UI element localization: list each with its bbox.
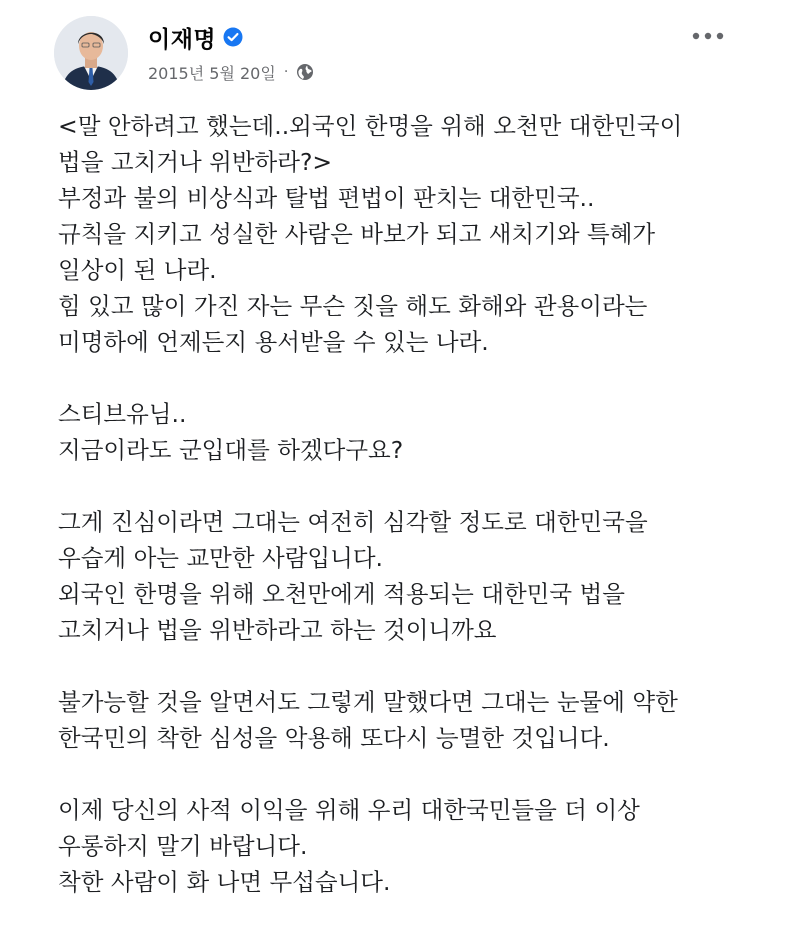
more-horizontal-icon [691, 32, 725, 40]
avatar[interactable] [54, 16, 128, 90]
text-line: 일상이 된 나라. [58, 256, 217, 284]
text-line: 고치거나 법을 위반하라고 하는 것이니까요 [58, 616, 497, 644]
paragraph [58, 396, 758, 468]
paragraph [58, 504, 758, 648]
meta-separator: · [283, 64, 289, 80]
post-header [54, 16, 744, 92]
globe-icon[interactable] [296, 63, 314, 81]
text-line: 그게 진심이라면 그대는 여전히 심각할 정도로 대한민국을 [58, 508, 648, 536]
text-line: 부정과 불의 비상식과 탈법 편법이 판치는 대한민국.. [58, 184, 595, 212]
text-line: 우습게 아는 교만한 사람입니다. [58, 544, 383, 572]
text-line: 미명하에 언제든지 용서받을 수 있는 나라. [58, 328, 489, 356]
paragraph [58, 684, 758, 756]
text-line: 불가능할 것을 알면서도 그렇게 말했다면 그대는 눈물에 약한 [58, 688, 678, 716]
text-line: 스티브유님.. [58, 400, 187, 428]
text-line: 법을 고치거나 위반하라?> [58, 148, 333, 176]
more-options-button[interactable] [688, 22, 728, 50]
text-line: 착한 사람이 화 나면 무섭습니다. [58, 868, 391, 896]
text-line: 지금이라도 군입대를 하겠다구요? [58, 436, 404, 464]
paragraph [58, 792, 758, 900]
author-row [148, 22, 243, 52]
verified-badge-icon [223, 27, 243, 47]
post-date[interactable]: 2015년 5월 20일 [148, 63, 276, 83]
text-line: 힘 있고 많이 가진 자는 무슨 짓을 해도 화해와 관용이라는 [58, 292, 648, 320]
text-line: 외국인 한명을 위해 오천만에게 적용되는 대한민국 법을 [58, 580, 625, 608]
paragraph [58, 108, 758, 360]
text-line: 우롱하지 말기 바랍니다. [58, 832, 308, 860]
text-line: 한국민의 착한 심성을 악용해 또다시 능멸한 것입니다. [58, 724, 610, 752]
text-line: <말 안하려고 했는데..외국인 한명을 위해 오천만 대한민국이 [58, 112, 683, 140]
text-line: 이제 당신의 사적 이익을 위해 우리 대한국민들을 더 이상 [58, 796, 640, 824]
text-line: 규칙을 지키고 성실한 사람은 바보가 되고 새치기와 특혜가 [58, 220, 656, 248]
profile-photo [54, 16, 128, 90]
post-text [58, 108, 758, 936]
post-meta [148, 60, 314, 84]
author-name[interactable]: 이재명 [148, 26, 217, 53]
